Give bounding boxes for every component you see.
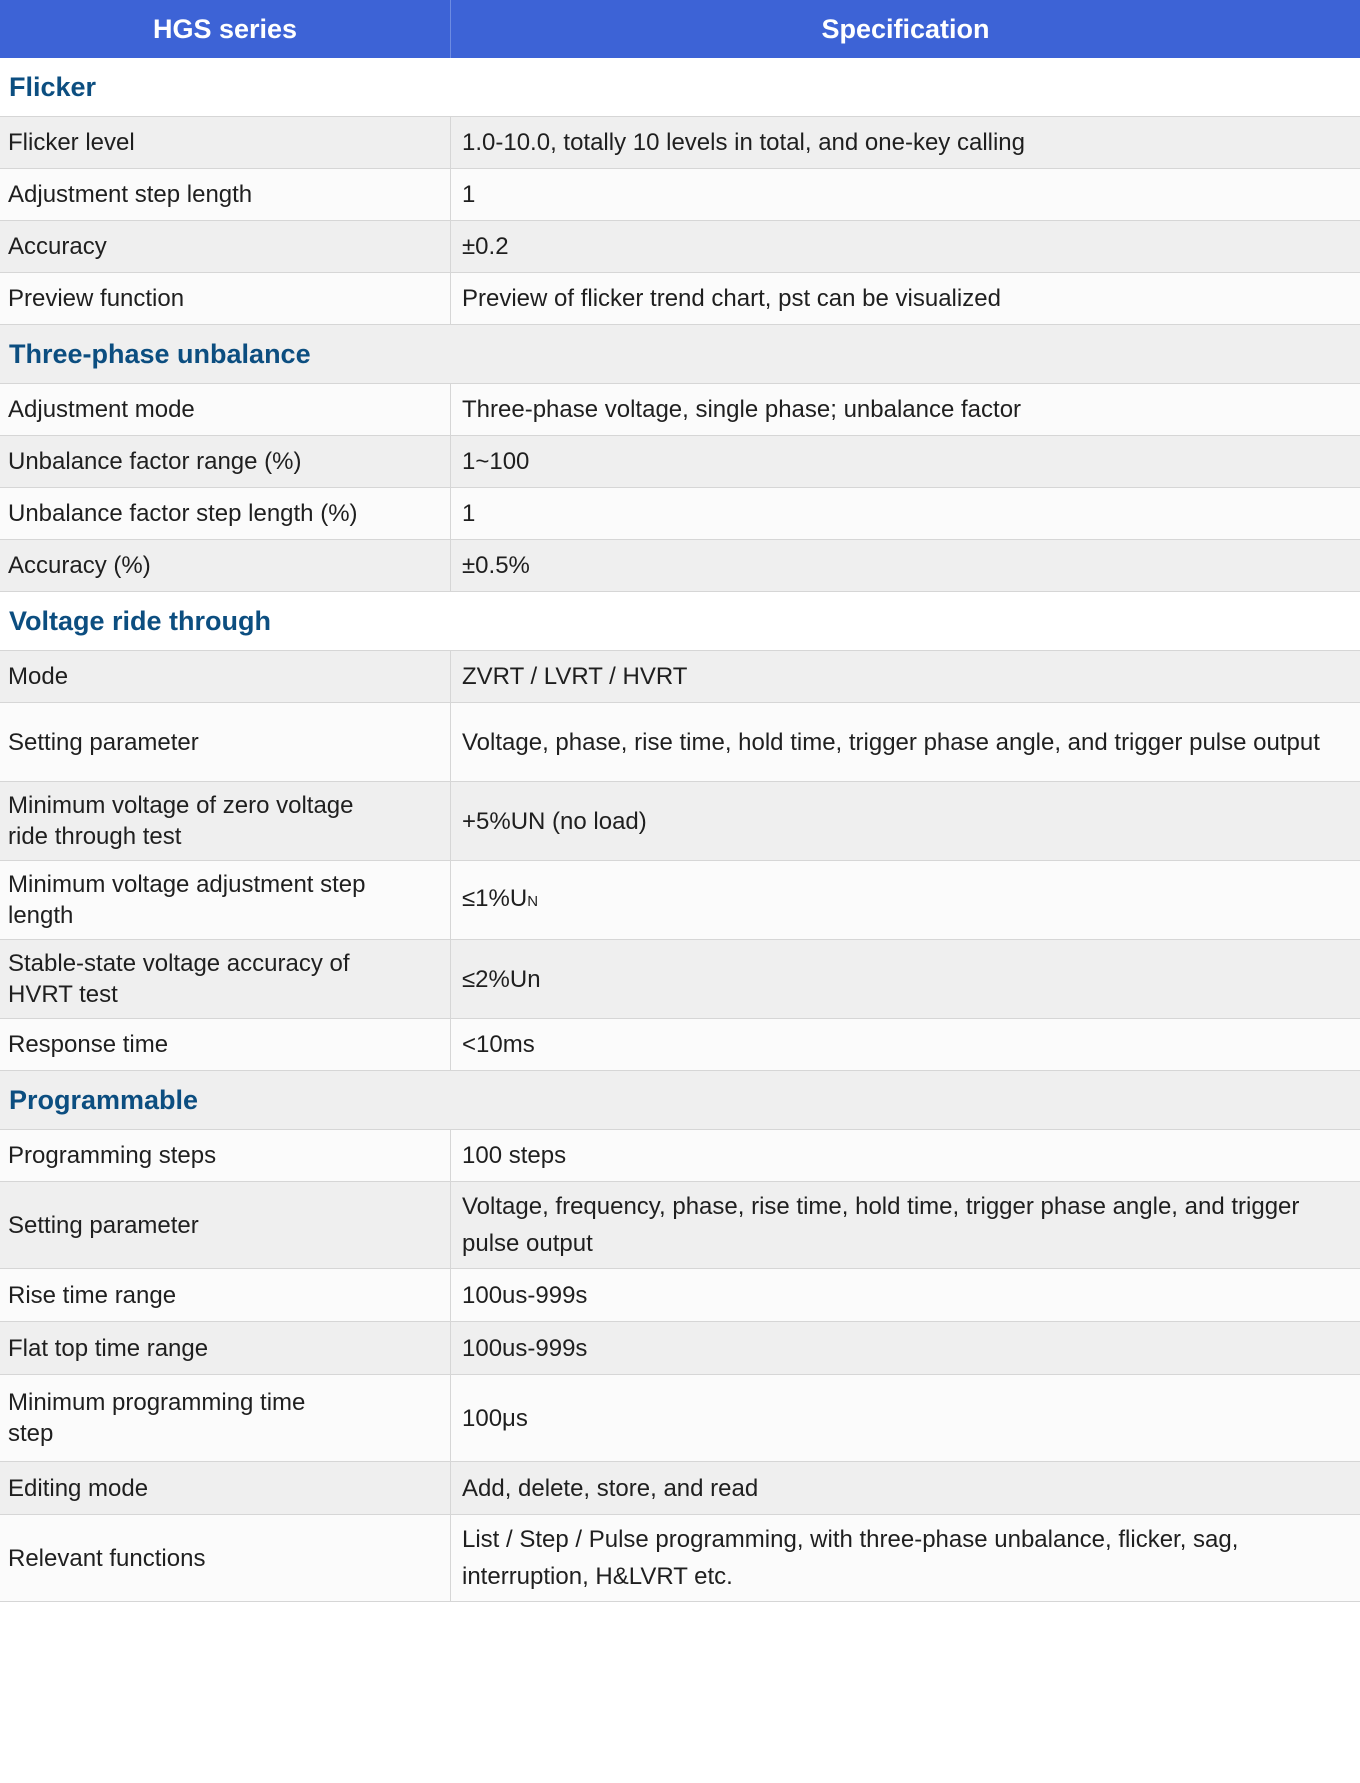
table-row bbox=[0, 273, 1360, 325]
row-label bbox=[0, 1462, 451, 1514]
table-row bbox=[0, 1019, 1360, 1071]
row-label-text: Unbalance factor step length (%) bbox=[8, 500, 358, 527]
row-label bbox=[0, 861, 451, 939]
row-value-main: +5%UN (no load) bbox=[462, 807, 647, 835]
row-value-main: Three-phase voltage, single phase; unbalance factor bbox=[462, 396, 1022, 423]
table-row bbox=[0, 169, 1360, 221]
row-value-text bbox=[462, 1470, 758, 1507]
row-value-main: 1 bbox=[462, 181, 476, 208]
row-label bbox=[0, 703, 451, 781]
table-row bbox=[0, 1375, 1360, 1462]
table-row bbox=[0, 436, 1360, 488]
row-value bbox=[451, 1375, 1360, 1461]
row-value bbox=[451, 488, 1360, 539]
row-label-text: Minimum programming time step bbox=[8, 1389, 306, 1447]
row-value-main: 100μs bbox=[462, 1404, 528, 1432]
row-label-text: Adjustment step length bbox=[8, 181, 253, 208]
row-label-text: Accuracy (%) bbox=[8, 552, 151, 579]
row-value bbox=[451, 1515, 1360, 1601]
row-label-text: Accuracy bbox=[8, 233, 107, 260]
row-label-text: Relevant functions bbox=[8, 1544, 206, 1572]
table-row bbox=[0, 1462, 1360, 1515]
row-label bbox=[0, 1322, 451, 1374]
section-title: Programmable bbox=[0, 1071, 1360, 1130]
row-label bbox=[0, 273, 451, 324]
table-row bbox=[0, 1269, 1360, 1322]
table-row bbox=[0, 651, 1360, 703]
row-value-text bbox=[462, 1400, 528, 1437]
row-value-main: ±0.5% bbox=[462, 552, 530, 579]
header-specification: Specification bbox=[821, 13, 990, 44]
row-value bbox=[451, 1019, 1360, 1070]
section-title: Three-phase unbalance bbox=[0, 325, 1360, 384]
table-row bbox=[0, 488, 1360, 540]
row-label bbox=[0, 1019, 451, 1070]
row-label-text: Stable-state voltage accuracy of HVRT test bbox=[8, 950, 350, 1008]
row-value-main: List / Step / Pulse programming, with three-phase unbalance, flicker, sag, interruption, H&LVRT etc. bbox=[462, 1526, 1239, 1590]
row-label bbox=[0, 221, 451, 272]
row-value-main: 100 steps bbox=[462, 1142, 567, 1169]
row-value bbox=[451, 169, 1360, 220]
row-value-text bbox=[462, 724, 1320, 761]
row-value-text bbox=[462, 1188, 1349, 1262]
row-value-text bbox=[462, 391, 1021, 428]
row-label-text: Response time bbox=[8, 1031, 169, 1058]
row-value-main: 100us-999s bbox=[462, 1334, 588, 1362]
row-label-text: Setting parameter bbox=[8, 1211, 199, 1239]
row-value bbox=[451, 1182, 1360, 1268]
table-row bbox=[0, 1515, 1360, 1602]
row-value-main: Voltage, phase, rise time, hold time, trigger phase angle, and trigger pulse output bbox=[462, 728, 1320, 756]
row-label bbox=[0, 540, 451, 591]
row-label bbox=[0, 1269, 451, 1321]
row-value-text bbox=[462, 961, 541, 998]
row-value-main: ZVRT / LVRT / HVRT bbox=[462, 663, 688, 690]
table-row bbox=[0, 221, 1360, 273]
row-label-text: Editing mode bbox=[8, 1474, 149, 1502]
row-value-main: 100us-999s bbox=[462, 1281, 588, 1309]
row-value-text bbox=[462, 176, 475, 213]
row-value-subscript: N bbox=[527, 893, 539, 910]
row-value-text bbox=[462, 443, 529, 480]
row-label-text: Flicker level bbox=[8, 129, 135, 156]
row-value-main: Voltage, frequency, phase, rise time, hold time, trigger phase angle, and trigger pulse output bbox=[462, 1193, 1300, 1257]
row-label bbox=[0, 117, 451, 168]
row-value-main: 1 bbox=[462, 500, 476, 527]
row-label bbox=[0, 1375, 451, 1461]
row-value bbox=[451, 1269, 1360, 1321]
row-label bbox=[0, 1515, 451, 1601]
row-value bbox=[451, 1462, 1360, 1514]
row-value bbox=[451, 117, 1360, 168]
row-value bbox=[451, 436, 1360, 487]
row-value-text bbox=[462, 1277, 587, 1314]
row-label bbox=[0, 436, 451, 487]
row-label bbox=[0, 169, 451, 220]
row-value-main: ±0.2 bbox=[462, 233, 509, 260]
row-label-text: Rise time range bbox=[8, 1281, 177, 1309]
row-value-text bbox=[462, 1330, 587, 1367]
table-row bbox=[0, 1182, 1360, 1269]
row-value-main: ≤1%U bbox=[462, 885, 528, 912]
row-value bbox=[451, 221, 1360, 272]
row-label bbox=[0, 1182, 451, 1268]
row-value bbox=[451, 861, 1360, 939]
row-label bbox=[0, 940, 451, 1018]
row-value-text bbox=[462, 228, 509, 265]
row-value bbox=[451, 1130, 1360, 1181]
row-value-text bbox=[462, 1521, 1349, 1595]
row-value bbox=[451, 273, 1360, 324]
row-label-text: Setting parameter bbox=[8, 728, 199, 756]
table-row bbox=[0, 703, 1360, 782]
row-label bbox=[0, 782, 451, 860]
row-value-main: 1.0-10.0, totally 10 levels in total, and one-key calling bbox=[462, 129, 1026, 156]
row-label-text: Unbalance factor range (%) bbox=[8, 448, 302, 475]
row-label-text: Minimum voltage of zero voltage ride through test bbox=[8, 792, 354, 850]
row-value bbox=[451, 384, 1360, 435]
table-row bbox=[0, 117, 1360, 169]
row-value-main: Add, delete, store, and read bbox=[462, 1474, 759, 1502]
table-header bbox=[0, 0, 1360, 58]
row-label-text: Minimum voltage adjustment step length bbox=[8, 871, 366, 929]
table-row bbox=[0, 540, 1360, 592]
table-row bbox=[0, 861, 1360, 940]
row-label-text: Adjustment mode bbox=[8, 396, 195, 423]
table-row bbox=[0, 782, 1360, 861]
row-value-text bbox=[462, 280, 1001, 317]
table-row bbox=[0, 384, 1360, 436]
header-series: HGS series bbox=[0, 0, 451, 58]
row-value-text bbox=[462, 547, 530, 584]
row-value bbox=[451, 1322, 1360, 1374]
table-row bbox=[0, 1130, 1360, 1182]
row-label-text: Programming steps bbox=[8, 1142, 217, 1169]
table-row bbox=[0, 940, 1360, 1019]
row-value-main: ≤2%Un bbox=[462, 965, 541, 993]
row-value-text bbox=[462, 658, 687, 695]
section-title: Voltage ride through bbox=[0, 592, 1360, 651]
row-value-text bbox=[462, 1137, 566, 1174]
row-value bbox=[451, 703, 1360, 781]
row-value bbox=[451, 540, 1360, 591]
row-value-text bbox=[462, 1026, 535, 1063]
row-value-main: Preview of flicker trend chart, pst can be visualized bbox=[462, 285, 1001, 312]
section-title: Flicker bbox=[0, 58, 1360, 117]
row-value-main: 1~100 bbox=[462, 448, 530, 475]
row-label-text: Mode bbox=[8, 663, 69, 690]
row-value-main: <10ms bbox=[462, 1031, 535, 1058]
table-row bbox=[0, 1322, 1360, 1375]
row-label bbox=[0, 651, 451, 702]
row-value bbox=[451, 782, 1360, 860]
row-label-text: Flat top time range bbox=[8, 1334, 209, 1362]
row-value-text bbox=[462, 124, 1025, 161]
row-label-text: Preview function bbox=[8, 285, 185, 312]
row-value bbox=[451, 651, 1360, 702]
row-label bbox=[0, 488, 451, 539]
row-label bbox=[0, 384, 451, 435]
row-label bbox=[0, 1130, 451, 1181]
row-value-text bbox=[462, 495, 475, 532]
row-value-text bbox=[462, 803, 647, 840]
row-value bbox=[451, 940, 1360, 1018]
row-value-text bbox=[462, 880, 538, 920]
table-body bbox=[0, 58, 1360, 1602]
